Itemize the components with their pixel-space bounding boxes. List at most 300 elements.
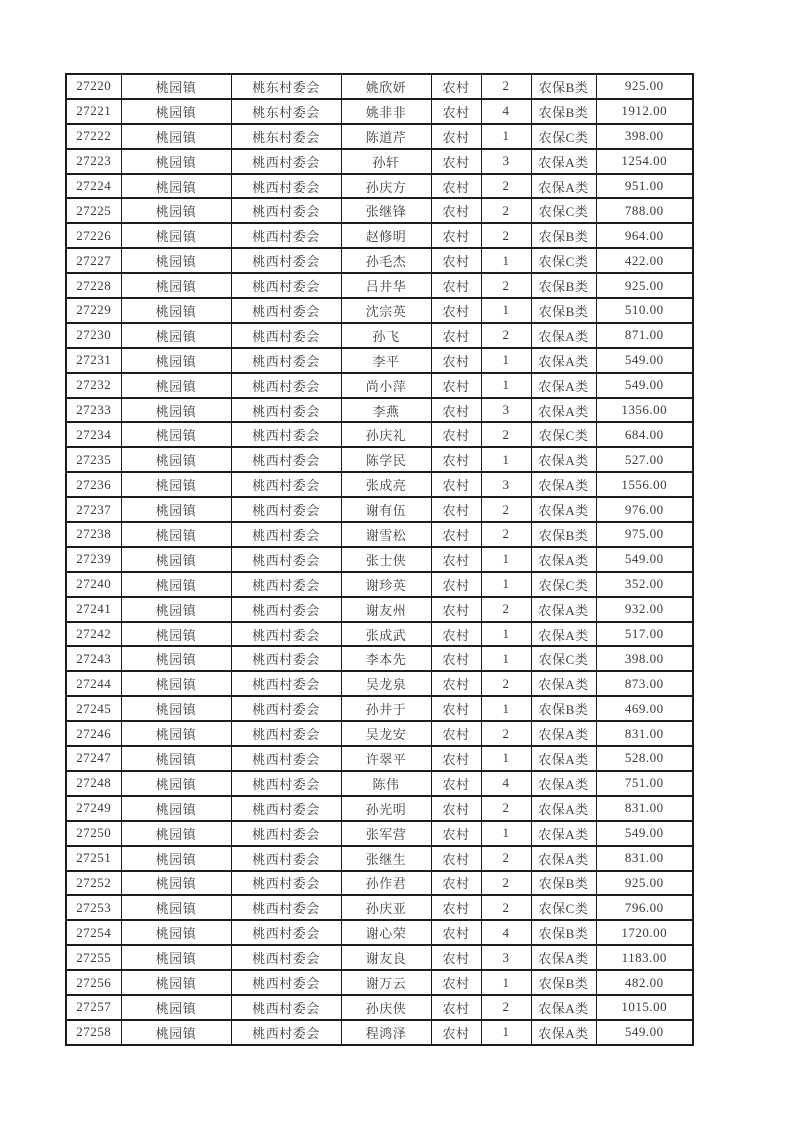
cell-person-count: 2 (481, 74, 531, 99)
cell-category: 农村 (431, 622, 481, 647)
cell-insurance-class: 农保A类 (531, 323, 596, 348)
cell-village-committee: 桃西村委会 (231, 796, 341, 821)
table-row (66, 248, 693, 273)
cell-person-name: 张继锋 (341, 198, 431, 223)
cell-person-count: 1 (481, 348, 531, 373)
cell-person-name: 陈学民 (341, 447, 431, 472)
cell-person-count: 1 (481, 547, 531, 572)
cell-record-id: 27228 (66, 273, 121, 298)
cell-category: 农村 (431, 398, 481, 423)
cell-category: 农村 (431, 547, 481, 572)
cell-person-count: 2 (481, 597, 531, 622)
cell-insurance-class: 农保B类 (531, 920, 596, 945)
table-row (66, 871, 693, 896)
cell-person-name: 张士侠 (341, 547, 431, 572)
cell-person-count: 2 (481, 522, 531, 547)
cell-category: 农村 (431, 323, 481, 348)
cell-category: 农村 (431, 671, 481, 696)
table-row (66, 522, 693, 547)
cell-amount: 831.00 (596, 796, 693, 821)
cell-amount: 951.00 (596, 174, 693, 199)
cell-town: 桃园镇 (121, 273, 231, 298)
cell-record-id: 27230 (66, 323, 121, 348)
cell-insurance-class: 农保A类 (531, 398, 596, 423)
cell-person-count: 1 (481, 1020, 531, 1045)
cell-category: 农村 (431, 995, 481, 1020)
table-row (66, 547, 693, 572)
cell-person-name: 张继生 (341, 846, 431, 871)
table-row (66, 223, 693, 248)
cell-amount: 549.00 (596, 821, 693, 846)
table-row (66, 149, 693, 174)
cell-town: 桃园镇 (121, 1020, 231, 1045)
cell-village-committee: 桃西村委会 (231, 547, 341, 572)
cell-record-id: 27224 (66, 174, 121, 199)
cell-amount: 976.00 (596, 497, 693, 522)
cell-person-name: 张成武 (341, 622, 431, 647)
cell-record-id: 27229 (66, 298, 121, 323)
cell-person-name: 吴龙安 (341, 721, 431, 746)
cell-person-name: 吕井华 (341, 273, 431, 298)
cell-insurance-class: 农保A类 (531, 373, 596, 398)
cell-insurance-class: 农保A类 (531, 547, 596, 572)
cell-insurance-class: 农保C类 (531, 422, 596, 447)
cell-category: 农村 (431, 970, 481, 995)
table-row (66, 796, 693, 821)
cell-category: 农村 (431, 597, 481, 622)
cell-amount: 964.00 (596, 223, 693, 248)
cell-person-name: 吴龙泉 (341, 671, 431, 696)
cell-person-name: 张成亮 (341, 472, 431, 497)
cell-person-name: 孙庆方 (341, 174, 431, 199)
cell-category: 农村 (431, 298, 481, 323)
cell-village-committee: 桃西村委会 (231, 671, 341, 696)
cell-town: 桃园镇 (121, 174, 231, 199)
cell-village-committee: 桃西村委会 (231, 622, 341, 647)
cell-category: 农村 (431, 74, 481, 99)
cell-person-name: 程鸿泽 (341, 1020, 431, 1045)
cell-person-count: 4 (481, 771, 531, 796)
cell-insurance-class: 农保A类 (531, 597, 596, 622)
cell-village-committee: 桃西村委会 (231, 846, 341, 871)
cell-village-committee: 桃西村委会 (231, 373, 341, 398)
cell-village-committee: 桃西村委会 (231, 746, 341, 771)
cell-person-name: 谢友良 (341, 945, 431, 970)
cell-village-committee: 桃西村委会 (231, 945, 341, 970)
cell-village-committee: 桃西村委会 (231, 497, 341, 522)
table-row (66, 646, 693, 671)
cell-amount: 469.00 (596, 696, 693, 721)
table-row (66, 348, 693, 373)
cell-village-committee: 桃西村委会 (231, 149, 341, 174)
cell-person-name: 许翠平 (341, 746, 431, 771)
cell-person-count: 1 (481, 746, 531, 771)
cell-insurance-class: 农保C类 (531, 198, 596, 223)
cell-town: 桃园镇 (121, 721, 231, 746)
table-row (66, 497, 693, 522)
cell-insurance-class: 农保A类 (531, 174, 596, 199)
cell-town: 桃园镇 (121, 995, 231, 1020)
cell-amount: 352.00 (596, 572, 693, 597)
table-row (66, 995, 693, 1020)
table-row (66, 1020, 693, 1045)
cell-amount: 528.00 (596, 746, 693, 771)
cell-record-id: 27247 (66, 746, 121, 771)
cell-record-id: 27257 (66, 995, 121, 1020)
cell-insurance-class: 农保C类 (531, 572, 596, 597)
cell-village-committee: 桃西村委会 (231, 970, 341, 995)
table-row (66, 746, 693, 771)
cell-category: 农村 (431, 721, 481, 746)
cell-person-name: 孙庆礼 (341, 422, 431, 447)
cell-village-committee: 桃西村委会 (231, 821, 341, 846)
cell-amount: 751.00 (596, 771, 693, 796)
cell-village-committee: 桃东村委会 (231, 124, 341, 149)
cell-record-id: 27226 (66, 223, 121, 248)
cell-village-committee: 桃西村委会 (231, 995, 341, 1020)
cell-record-id: 27252 (66, 871, 121, 896)
cell-town: 桃园镇 (121, 920, 231, 945)
cell-category: 农村 (431, 796, 481, 821)
cell-record-id: 27244 (66, 671, 121, 696)
cell-record-id: 27245 (66, 696, 121, 721)
cell-town: 桃园镇 (121, 796, 231, 821)
cell-person-name: 孙光明 (341, 796, 431, 821)
cell-record-id: 27225 (66, 198, 121, 223)
cell-town: 桃园镇 (121, 472, 231, 497)
cell-record-id: 27243 (66, 646, 121, 671)
cell-village-committee: 桃西村委会 (231, 223, 341, 248)
cell-town: 桃园镇 (121, 198, 231, 223)
record-table-body (66, 74, 693, 1045)
cell-village-committee: 桃西村委会 (231, 895, 341, 920)
cell-village-committee: 桃西村委会 (231, 422, 341, 447)
cell-person-count: 1 (481, 124, 531, 149)
table-row (66, 945, 693, 970)
cell-person-count: 2 (481, 846, 531, 871)
cell-person-count: 1 (481, 696, 531, 721)
cell-amount: 398.00 (596, 646, 693, 671)
cell-insurance-class: 农保A类 (531, 821, 596, 846)
cell-amount: 1912.00 (596, 99, 693, 124)
table-row (66, 398, 693, 423)
cell-amount: 873.00 (596, 671, 693, 696)
cell-category: 农村 (431, 522, 481, 547)
cell-person-count: 1 (481, 447, 531, 472)
cell-record-id: 27221 (66, 99, 121, 124)
cell-insurance-class: 农保A类 (531, 721, 596, 746)
cell-person-name: 谢雪松 (341, 522, 431, 547)
table-row (66, 323, 693, 348)
cell-insurance-class: 农保C类 (531, 895, 596, 920)
cell-insurance-class: 农保A类 (531, 149, 596, 174)
cell-village-committee: 桃西村委会 (231, 920, 341, 945)
cell-person-name: 孙飞 (341, 323, 431, 348)
cell-village-committee: 桃西村委会 (231, 248, 341, 273)
cell-category: 农村 (431, 422, 481, 447)
cell-village-committee: 桃东村委会 (231, 74, 341, 99)
cell-village-committee: 桃西村委会 (231, 646, 341, 671)
cell-person-name: 孙庆亚 (341, 895, 431, 920)
cell-person-count: 2 (481, 273, 531, 298)
cell-person-count: 2 (481, 871, 531, 896)
cell-person-name: 陈伟 (341, 771, 431, 796)
cell-insurance-class: 农保A类 (531, 995, 596, 1020)
table-row (66, 298, 693, 323)
cell-person-name: 孙作君 (341, 871, 431, 896)
cell-amount: 684.00 (596, 422, 693, 447)
cell-record-id: 27246 (66, 721, 121, 746)
cell-record-id: 27256 (66, 970, 121, 995)
table-row (66, 124, 693, 149)
cell-town: 桃园镇 (121, 149, 231, 174)
cell-person-name: 张军营 (341, 821, 431, 846)
cell-village-committee: 桃西村委会 (231, 721, 341, 746)
cell-category: 农村 (431, 373, 481, 398)
table-row (66, 273, 693, 298)
cell-category: 农村 (431, 746, 481, 771)
cell-amount: 510.00 (596, 298, 693, 323)
table-row (66, 622, 693, 647)
cell-village-committee: 桃西村委会 (231, 1020, 341, 1045)
cell-person-count: 2 (481, 223, 531, 248)
cell-amount: 932.00 (596, 597, 693, 622)
cell-town: 桃园镇 (121, 323, 231, 348)
cell-amount: 549.00 (596, 1020, 693, 1045)
cell-village-committee: 桃西村委会 (231, 472, 341, 497)
table-row (66, 572, 693, 597)
cell-person-name: 李本先 (341, 646, 431, 671)
cell-person-count: 3 (481, 149, 531, 174)
cell-town: 桃园镇 (121, 696, 231, 721)
cell-record-id: 27220 (66, 74, 121, 99)
cell-town: 桃园镇 (121, 522, 231, 547)
cell-amount: 1720.00 (596, 920, 693, 945)
cell-amount: 925.00 (596, 871, 693, 896)
cell-town: 桃园镇 (121, 447, 231, 472)
cell-town: 桃园镇 (121, 746, 231, 771)
cell-category: 农村 (431, 348, 481, 373)
cell-insurance-class: 农保A类 (531, 846, 596, 871)
cell-amount: 422.00 (596, 248, 693, 273)
cell-person-count: 2 (481, 323, 531, 348)
cell-record-id: 27238 (66, 522, 121, 547)
cell-village-committee: 桃西村委会 (231, 323, 341, 348)
cell-category: 农村 (431, 895, 481, 920)
cell-person-name: 姚非非 (341, 99, 431, 124)
cell-town: 桃园镇 (121, 671, 231, 696)
cell-amount: 871.00 (596, 323, 693, 348)
cell-category: 农村 (431, 124, 481, 149)
cell-town: 桃园镇 (121, 373, 231, 398)
cell-town: 桃园镇 (121, 547, 231, 572)
cell-town: 桃园镇 (121, 74, 231, 99)
table-row (66, 198, 693, 223)
cell-village-committee: 桃西村委会 (231, 597, 341, 622)
cell-town: 桃园镇 (121, 248, 231, 273)
cell-category: 农村 (431, 646, 481, 671)
cell-town: 桃园镇 (121, 99, 231, 124)
cell-village-committee: 桃东村委会 (231, 99, 341, 124)
cell-category: 农村 (431, 248, 481, 273)
cell-amount: 527.00 (596, 447, 693, 472)
cell-town: 桃园镇 (121, 422, 231, 447)
cell-person-name: 谢心荣 (341, 920, 431, 945)
cell-amount: 517.00 (596, 622, 693, 647)
cell-insurance-class: 农保B类 (531, 99, 596, 124)
cell-amount: 925.00 (596, 273, 693, 298)
cell-record-id: 27234 (66, 422, 121, 447)
cell-person-count: 1 (481, 248, 531, 273)
cell-person-count: 4 (481, 920, 531, 945)
cell-town: 桃园镇 (121, 895, 231, 920)
cell-category: 农村 (431, 1020, 481, 1045)
cell-person-count: 2 (481, 796, 531, 821)
cell-village-committee: 桃西村委会 (231, 198, 341, 223)
cell-person-name: 姚欣妍 (341, 74, 431, 99)
table-row (66, 373, 693, 398)
cell-town: 桃园镇 (121, 970, 231, 995)
cell-person-name: 李平 (341, 348, 431, 373)
cell-person-count: 1 (481, 373, 531, 398)
cell-category: 农村 (431, 945, 481, 970)
cell-person-count: 2 (481, 198, 531, 223)
cell-insurance-class: 农保A类 (531, 746, 596, 771)
cell-category: 农村 (431, 99, 481, 124)
cell-amount: 549.00 (596, 348, 693, 373)
cell-record-id: 27222 (66, 124, 121, 149)
cell-insurance-class: 农保B类 (531, 696, 596, 721)
table-row (66, 846, 693, 871)
cell-amount: 398.00 (596, 124, 693, 149)
cell-insurance-class: 农保B类 (531, 273, 596, 298)
cell-record-id: 27223 (66, 149, 121, 174)
table-row (66, 174, 693, 199)
cell-person-count: 2 (481, 174, 531, 199)
cell-village-committee: 桃西村委会 (231, 696, 341, 721)
cell-record-id: 27249 (66, 796, 121, 821)
cell-insurance-class: 农保A类 (531, 447, 596, 472)
table-row (66, 99, 693, 124)
cell-village-committee: 桃西村委会 (231, 398, 341, 423)
cell-town: 桃园镇 (121, 572, 231, 597)
table-row (66, 422, 693, 447)
cell-record-id: 27227 (66, 248, 121, 273)
cell-person-name: 李燕 (341, 398, 431, 423)
cell-record-id: 27233 (66, 398, 121, 423)
cell-record-id: 27248 (66, 771, 121, 796)
cell-record-id: 27239 (66, 547, 121, 572)
cell-category: 农村 (431, 572, 481, 597)
cell-amount: 1015.00 (596, 995, 693, 1020)
cell-person-name: 孙庆侠 (341, 995, 431, 1020)
cell-category: 农村 (431, 223, 481, 248)
cell-insurance-class: 农保B类 (531, 298, 596, 323)
cell-amount: 831.00 (596, 721, 693, 746)
cell-person-count: 1 (481, 298, 531, 323)
cell-category: 农村 (431, 696, 481, 721)
cell-town: 桃园镇 (121, 771, 231, 796)
cell-person-count: 1 (481, 572, 531, 597)
cell-insurance-class: 农保A类 (531, 671, 596, 696)
cell-person-name: 谢有伍 (341, 497, 431, 522)
cell-amount: 925.00 (596, 74, 693, 99)
cell-insurance-class: 农保A类 (531, 348, 596, 373)
cell-person-name: 谢珍英 (341, 572, 431, 597)
cell-town: 桃园镇 (121, 646, 231, 671)
cell-category: 农村 (431, 821, 481, 846)
cell-insurance-class: 农保B类 (531, 74, 596, 99)
table-row (66, 74, 693, 99)
cell-village-committee: 桃西村委会 (231, 447, 341, 472)
cell-town: 桃园镇 (121, 821, 231, 846)
table-row (66, 721, 693, 746)
table-row (66, 472, 693, 497)
cell-record-id: 27241 (66, 597, 121, 622)
table-row (66, 597, 693, 622)
cell-town: 桃园镇 (121, 223, 231, 248)
cell-town: 桃园镇 (121, 124, 231, 149)
cell-person-name: 孙轩 (341, 149, 431, 174)
cell-amount: 1356.00 (596, 398, 693, 423)
cell-category: 农村 (431, 149, 481, 174)
cell-village-committee: 桃西村委会 (231, 871, 341, 896)
cell-person-name: 陈道芹 (341, 124, 431, 149)
cell-record-id: 27232 (66, 373, 121, 398)
cell-insurance-class: 农保C类 (531, 248, 596, 273)
table-row (66, 920, 693, 945)
cell-record-id: 27251 (66, 846, 121, 871)
cell-category: 农村 (431, 174, 481, 199)
cell-person-count: 1 (481, 821, 531, 846)
table-row (66, 895, 693, 920)
cell-category: 农村 (431, 273, 481, 298)
cell-category: 农村 (431, 920, 481, 945)
cell-category: 农村 (431, 472, 481, 497)
cell-village-committee: 桃西村委会 (231, 771, 341, 796)
cell-amount: 788.00 (596, 198, 693, 223)
record-table (65, 73, 694, 1046)
cell-town: 桃园镇 (121, 398, 231, 423)
cell-record-id: 27231 (66, 348, 121, 373)
cell-town: 桃园镇 (121, 497, 231, 522)
cell-person-count: 2 (481, 422, 531, 447)
cell-category: 农村 (431, 447, 481, 472)
cell-record-id: 27255 (66, 945, 121, 970)
cell-insurance-class: 农保A类 (531, 796, 596, 821)
cell-person-name: 谢万云 (341, 970, 431, 995)
cell-record-id: 27258 (66, 1020, 121, 1045)
cell-insurance-class: 农保A类 (531, 497, 596, 522)
cell-amount: 482.00 (596, 970, 693, 995)
cell-category: 农村 (431, 871, 481, 896)
cell-amount: 796.00 (596, 895, 693, 920)
cell-town: 桃园镇 (121, 298, 231, 323)
cell-insurance-class: 农保A类 (531, 472, 596, 497)
cell-town: 桃园镇 (121, 945, 231, 970)
cell-insurance-class: 农保A类 (531, 771, 596, 796)
cell-person-count: 2 (481, 895, 531, 920)
cell-record-id: 27242 (66, 622, 121, 647)
cell-insurance-class: 农保B类 (531, 223, 596, 248)
cell-person-name: 谢友州 (341, 597, 431, 622)
cell-village-committee: 桃西村委会 (231, 298, 341, 323)
cell-village-committee: 桃西村委会 (231, 572, 341, 597)
cell-village-committee: 桃西村委会 (231, 348, 341, 373)
cell-amount: 1183.00 (596, 945, 693, 970)
cell-insurance-class: 农保B类 (531, 522, 596, 547)
cell-insurance-class: 农保C类 (531, 646, 596, 671)
